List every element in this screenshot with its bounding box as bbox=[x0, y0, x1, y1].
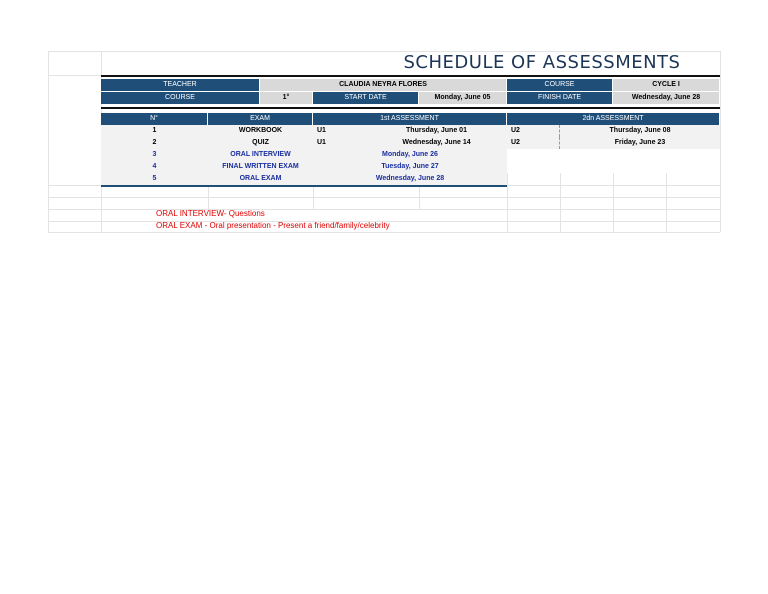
start-date-value[interactable]: Monday, June 05 bbox=[419, 92, 507, 104]
assessment-1-date[interactable]: Monday, June 26 bbox=[313, 149, 507, 161]
assessment-1-date[interactable]: Thursday, June 01 bbox=[406, 127, 467, 134]
unit-2[interactable]: U2 bbox=[507, 137, 560, 149]
info-row-dates bbox=[101, 92, 720, 104]
assessment-1-date[interactable]: Wednesday, June 28 bbox=[313, 173, 507, 185]
assessment-2-date[interactable]: Thursday, June 08 bbox=[609, 127, 671, 134]
finish-date-label: FINISH DATE bbox=[507, 92, 613, 104]
table-row bbox=[101, 149, 507, 161]
note-oral-exam: ORAL EXAM - Oral presentation - Present a friend/family/celebrity bbox=[156, 221, 390, 230]
unit-1[interactable]: U1 bbox=[317, 139, 326, 146]
course-value[interactable]: CYCLE I bbox=[613, 79, 720, 91]
title-underline bbox=[101, 75, 720, 77]
assessment-1-date[interactable]: Wednesday, June 14 bbox=[402, 139, 471, 146]
gridline bbox=[313, 185, 314, 209]
exam-name[interactable]: WORKBOOK bbox=[238, 127, 283, 134]
gridline bbox=[48, 51, 49, 232]
row-number[interactable]: 1 bbox=[152, 127, 157, 134]
exam-name[interactable]: FINAL WRITTEN EXAM bbox=[208, 161, 313, 173]
teacher-label: TEACHER bbox=[101, 79, 260, 91]
course-label: COURSE bbox=[507, 79, 613, 91]
finish-date-value[interactable]: Wednesday, June 28 bbox=[613, 92, 720, 104]
table-row bbox=[101, 125, 720, 137]
gridline bbox=[48, 232, 720, 233]
start-date-label: START DATE bbox=[313, 92, 419, 104]
teacher-value[interactable]: CLAUDIA NEYRA FLORES bbox=[260, 79, 507, 91]
section-divider bbox=[101, 107, 720, 109]
unit-2[interactable]: U2 bbox=[507, 125, 560, 137]
note-oral-interview: ORAL INTERVIEW- Questions bbox=[156, 209, 265, 218]
assessment-2-date[interactable]: Friday, June 23 bbox=[614, 139, 666, 146]
course-label: COURSE bbox=[101, 92, 260, 104]
row-number[interactable]: 2 bbox=[152, 139, 157, 146]
unit-1[interactable]: U1 bbox=[317, 127, 326, 134]
assessment-table-header bbox=[101, 113, 720, 125]
column-header-2nd-assessment: 2dn ASSESSMENT bbox=[507, 113, 720, 125]
exam-name[interactable]: ORAL INTERVIEW bbox=[208, 149, 313, 161]
gridline bbox=[48, 209, 720, 210]
table-row bbox=[101, 161, 507, 173]
column-header-number: N° bbox=[101, 113, 208, 125]
gridline bbox=[419, 185, 420, 209]
exam-name[interactable]: QUIZ bbox=[252, 139, 269, 146]
course-value[interactable]: 1° bbox=[260, 92, 313, 104]
gridline bbox=[720, 51, 721, 232]
page-title: SCHEDULE OF ASSESSMENTS bbox=[403, 52, 681, 73]
gridline bbox=[208, 185, 209, 209]
gridline bbox=[507, 173, 508, 232]
table-row bbox=[101, 137, 720, 149]
gridline bbox=[560, 173, 561, 232]
row-number[interactable]: 4 bbox=[101, 161, 208, 173]
column-header-exam: EXAM bbox=[208, 113, 313, 125]
exam-name[interactable]: ORAL EXAM bbox=[208, 173, 313, 185]
table-row bbox=[101, 173, 507, 187]
assessment-1-date[interactable]: Tuesday, June 27 bbox=[313, 161, 507, 173]
column-header-1st-assessment: 1st ASSESSMENT bbox=[313, 113, 507, 125]
row-number[interactable]: 3 bbox=[101, 149, 208, 161]
gridline bbox=[666, 173, 667, 232]
gridline bbox=[48, 197, 720, 198]
info-row-teacher bbox=[101, 79, 720, 91]
gridline bbox=[613, 173, 614, 232]
row-number[interactable]: 5 bbox=[101, 173, 208, 185]
